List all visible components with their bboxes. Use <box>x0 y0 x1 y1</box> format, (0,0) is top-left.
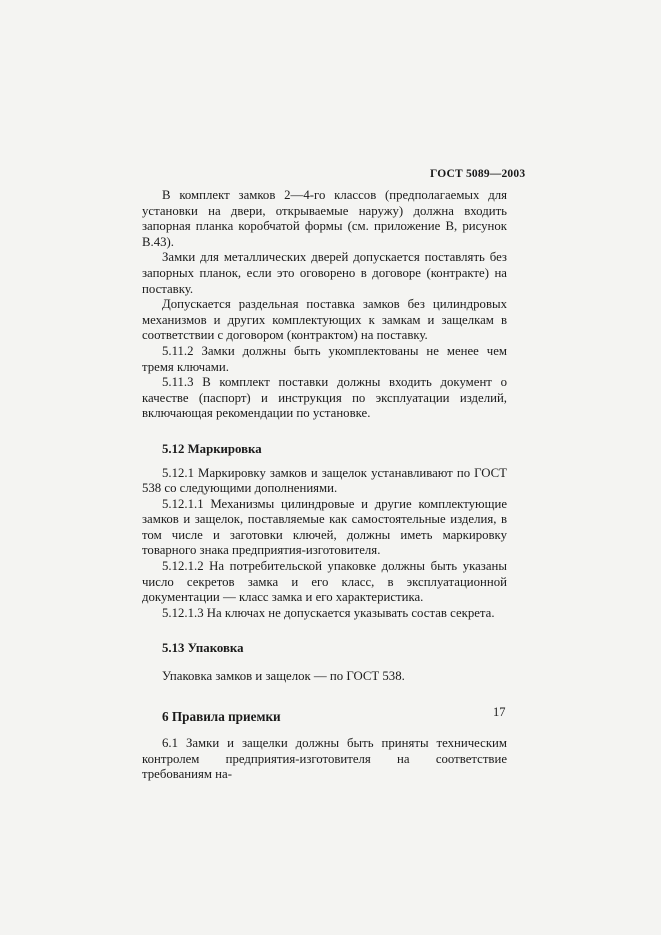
paragraph-packaging: Упаковка замков и защелок — по ГОСТ 538. <box>162 669 405 684</box>
paragraph-5-12-1: 5.12.1 Маркировку замков и защелок устанавливают по ГОСТ 538 со следующими дополнениями. <box>142 465 507 496</box>
document-code-header: ГОСТ 5089—2003 <box>430 168 526 180</box>
paragraph-5-12-1-1: 5.12.1.1 Механизмы цилиндровые и другие комплектующие замков и защелок, поставляемые как самостоятельные изделия, в том числе и заготовки ключей, должны иметь маркировку товарного знака предприятия-изготовителя. <box>142 496 507 558</box>
paragraph-6-1: 6.1 Замки и защелки должны быть приняты техническим контролем предприятия-изготовителя на соответствие требованиям на- <box>142 736 507 782</box>
paragraph-5-12-1-2: 5.12.1.2 На потребительской упаковке должны быть указаны число секретов замка и его класс, в эксплуатационной документации — класс замка и его характеристика. <box>142 559 507 605</box>
paragraph-metal-doors: Замки для металлических дверей допускается поставлять без запорных планок, если это оговорено в договоре (контракте) на поставку. <box>142 250 507 296</box>
paragraph-5-11-3: 5.11.3 В комплект поставки должны входить документ о качестве (паспорт) и инструкция по эксплуатации изделий, включающая рекомендации по установке. <box>142 375 507 421</box>
section-heading-packaging: 5.13 Упаковка <box>162 641 244 656</box>
paragraph-lock-plate: В комплект замков 2—4-го классов (предполагаемых для установки на двери, открываемые наружу) должна входить запорная планка коробчатой формы (см. приложение В, рисунок В.43). <box>142 188 507 249</box>
section-heading-marking: 5.12 Маркировка <box>162 441 262 456</box>
page-body <box>142 188 507 783</box>
paragraph-5-12-1-3: 5.12.1.3 На ключах не допускается указывать состав секрета. <box>162 605 495 620</box>
section-heading-acceptance-rules: 6 Правила приемки <box>162 708 281 724</box>
paragraph-5-11-2: 5.11.2 Замки должны быть укомплектованы не менее чем тремя ключами. <box>142 343 507 374</box>
page-number: 17 <box>493 705 506 719</box>
paragraph-separate-delivery: Допускается раздельная поставка замков без цилиндровых механизмов и других комплектующих к замкам и защелкам в соответствии с договором (контрактом) на поставку. <box>142 297 507 343</box>
